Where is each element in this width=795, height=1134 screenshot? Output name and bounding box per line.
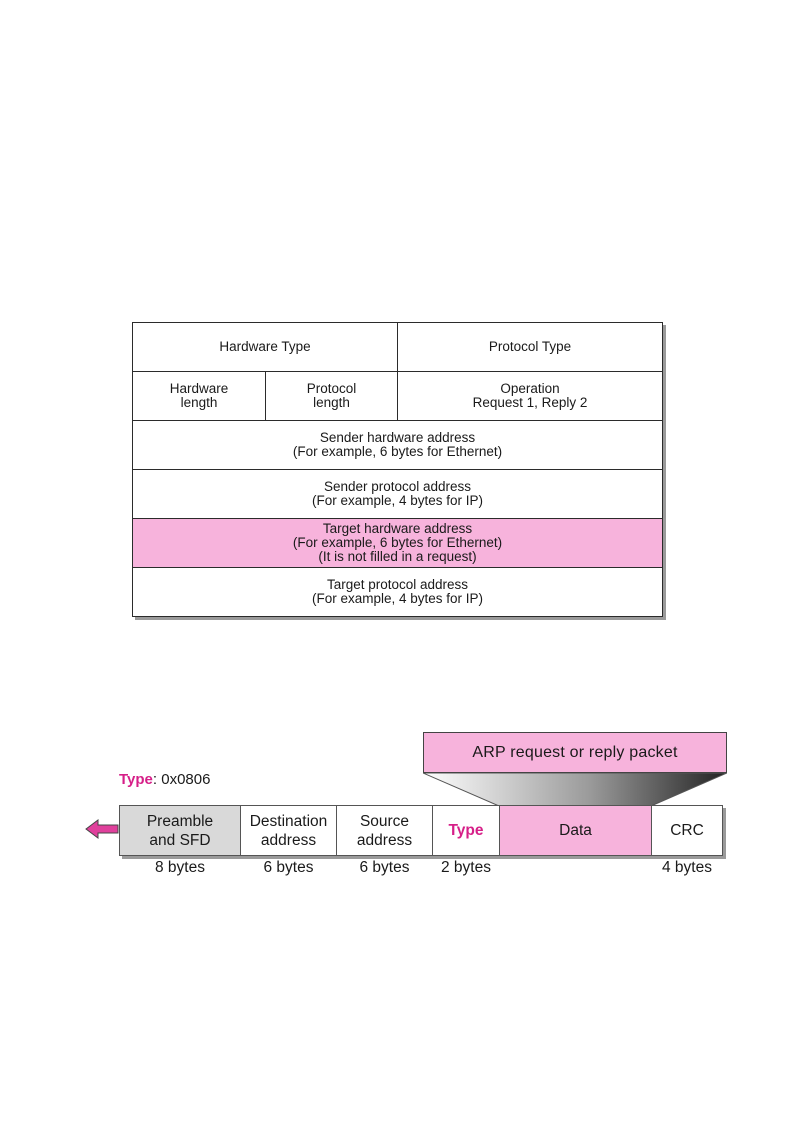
hardware-type-field <box>132 322 398 372</box>
protocol-type-field <box>397 322 663 372</box>
target-protocol-address-field <box>132 567 663 617</box>
arp-packet-table <box>132 322 663 617</box>
hardware-type-label: Hardware Type <box>219 339 311 354</box>
preamble-size: 8 bytes <box>155 859 205 876</box>
destination-size: 6 bytes <box>263 859 314 876</box>
preamble-line-1: Preamble <box>146 812 214 830</box>
target-protocol-line-2: (For example, 4 bytes for IP) <box>311 591 484 606</box>
operation-field <box>397 371 663 421</box>
preamble-line-2: and SFD <box>149 831 211 849</box>
type-size: 2 bytes <box>441 859 491 876</box>
ethernet-frame <box>119 805 723 856</box>
hardware-length-field <box>132 371 266 421</box>
data-field <box>499 805 652 856</box>
operation-line-2: Request 1, Reply 2 <box>472 395 588 410</box>
crc-field-label: CRC <box>670 822 704 839</box>
preamble-field <box>119 805 241 856</box>
sender-protocol-address-field <box>132 469 663 519</box>
target-hardware-line-2: (For example, 6 bytes for Ethernet) <box>292 535 503 550</box>
protocol-length-field <box>265 371 398 421</box>
source-address-field <box>336 805 433 856</box>
operation-line-1: Operation <box>500 381 560 396</box>
type-caption-value: : 0x0806 <box>152 771 211 788</box>
target-hardware-address-field <box>132 518 663 568</box>
source-line-1: Source <box>359 812 410 830</box>
sender-hardware-line-1: Sender hardware address <box>319 430 476 445</box>
destination-line-2: address <box>260 831 317 849</box>
sender-protocol-line-2: (For example, 4 bytes for IP) <box>311 493 484 508</box>
sender-hardware-line-2: (For example, 6 bytes for Ethernet) <box>292 444 503 459</box>
hardware-length-line-2: length <box>180 395 218 410</box>
target-hardware-line-1: Target hardware address <box>322 521 473 536</box>
destination-line-1: Destination <box>249 812 328 830</box>
protocol-length-line-2: length <box>313 395 350 410</box>
source-line-2: address <box>356 831 413 849</box>
hardware-length-line-1: Hardware <box>169 381 229 396</box>
sender-protocol-line-1: Sender protocol address <box>323 479 472 494</box>
type-caption <box>119 771 210 788</box>
type-field-label: Type <box>448 822 484 839</box>
data-field-label: Data <box>559 822 592 839</box>
type-caption-key: Type <box>119 771 153 788</box>
protocol-type-label: Protocol Type <box>488 339 572 354</box>
target-hardware-line-3: (It is not filled in a request) <box>318 549 477 564</box>
left-arrow-icon <box>85 818 119 840</box>
destination-address-field <box>240 805 337 856</box>
arp-packet-banner <box>423 732 727 773</box>
arp-packet-banner-label: ARP request or reply packet <box>472 743 678 761</box>
source-size: 6 bytes <box>359 859 410 876</box>
protocol-length-line-1: Protocol <box>306 381 357 396</box>
sender-hardware-address-field <box>132 420 663 470</box>
target-protocol-line-1: Target protocol address <box>326 577 469 592</box>
type-field <box>432 805 500 856</box>
crc-size: 4 bytes <box>662 859 712 876</box>
funnel-shape <box>423 773 727 806</box>
encapsulation-funnel <box>423 773 727 806</box>
crc-field <box>651 805 723 856</box>
